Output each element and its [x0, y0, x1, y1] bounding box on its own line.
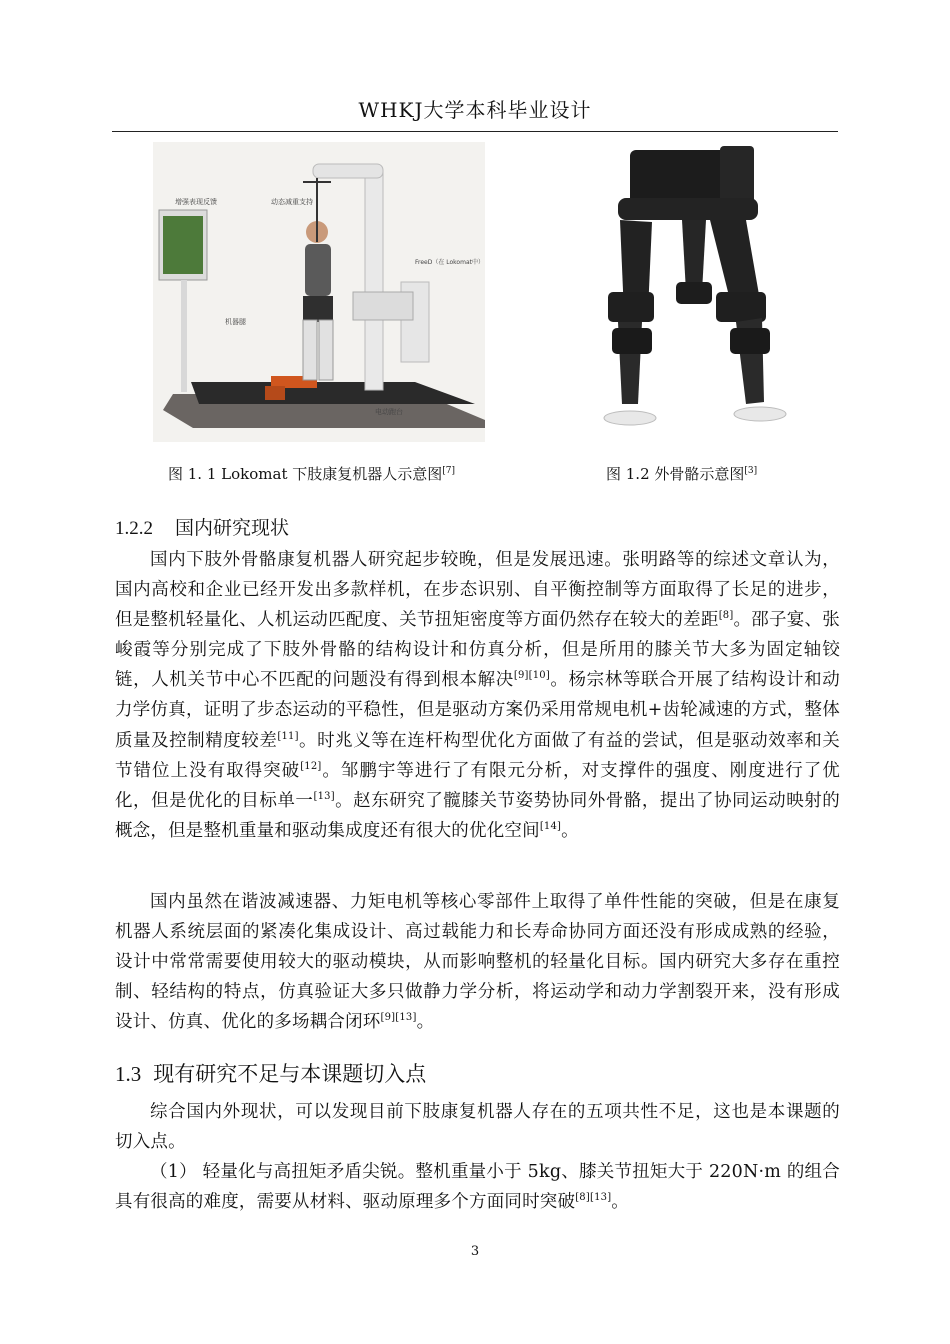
paragraph: （1） 轻量化与高扭矩矛盾尖锐。整机重量小于 5kg、膝关节扭矩大于 220N·m 的组合具有很高的难度，需要从材料、驱动原理多个方面同时突破[8][13]。 [115, 1162, 840, 1213]
figure-label: 机器腿 [225, 318, 246, 326]
paragraph: 综合国内外现状，可以发现目前下肢康复机器人存在的五项共性不足，这也是本课题的切入点。 [115, 1102, 840, 1153]
section-heading: 1.3 现有研究不足与本课题切入点 [115, 1062, 427, 1086]
header-rule [112, 131, 838, 132]
figure-label: 增强表现反馈 [175, 198, 217, 206]
figure-label: 动态减重支持 [271, 198, 313, 206]
lokomat-figure [153, 142, 485, 442]
paragraph: 国内下肢外骨骼康复机器人研究起步较晚，但是发展迅速。张明路等的综述文章认为，国内高校和企业已经开发出多款样机，在步态识别、自平衡控制等方面取得了长足的进步，但是整机轻量化、人机运动匹配度、关节扭矩密度等方面仍然存在较大的差距[8]。邵子宴、张峻霞等分别完成了下肢外骨骼的结构设计和仿真分析，但是所用的膝关节大多为固定轴铰链，人机关节中心不匹配的问题没有得到根本解决[9][10]。杨宗林等联合开展了结构设计和动力学仿真，证明了步态运动的平稳性，但是驱动方案仍采用常规电机+齿轮减速的方式，整体质量及控制精度较差[11]。时兆义等在连杆构型优化方面做了有益的尝试，但是驱动效率和关节错位上没有取得突破[12]。邹鹏宇等进行了有限元分析，对支撑件的强度、刚度进行了优化，但是优化的目标单一[13]。赵东研究了髋膝关节姿势协同外骨骼，提出了协同运动映射的概念，但是整机重量和驱动集成度还有很大的优化空间[14]。 [115, 550, 841, 841]
page-number: 3 [470, 1244, 480, 1259]
figure-label: 电动跑台 [375, 408, 403, 416]
figure-label: FreeD（在 Lokomat中） [415, 259, 484, 266]
page-header: WHKJ大学本科毕业设计 [358, 98, 592, 122]
figure-caption: 图 1.2 外骨骼示意图[3] [606, 465, 758, 483]
paragraph: 国内虽然在谐波减速器、力矩电机等核心零部件上取得了单件性能的突破，但是在康复机器人系统层面的紧凑化集成设计、高过载能力和长寿命协同方面还没有形成成熟的经验，设计中常常需要使用较大的驱动模块，从而影响整机的轻量化目标。国内研究大多存在重控制、轻结构的特点，仿真验证大多只做静力学分析，将运动学和动力学割裂开来，没有形成设计、仿真、优化的多场耦合闭环[9][13]。 [115, 892, 840, 1033]
section-heading: 1.2.2 国内研究现状 [115, 517, 290, 539]
exoskeleton-figure [590, 142, 790, 440]
figure-caption: 图 1. 1 Lokomat 下肢康复机器人示意图[7] [168, 465, 455, 483]
